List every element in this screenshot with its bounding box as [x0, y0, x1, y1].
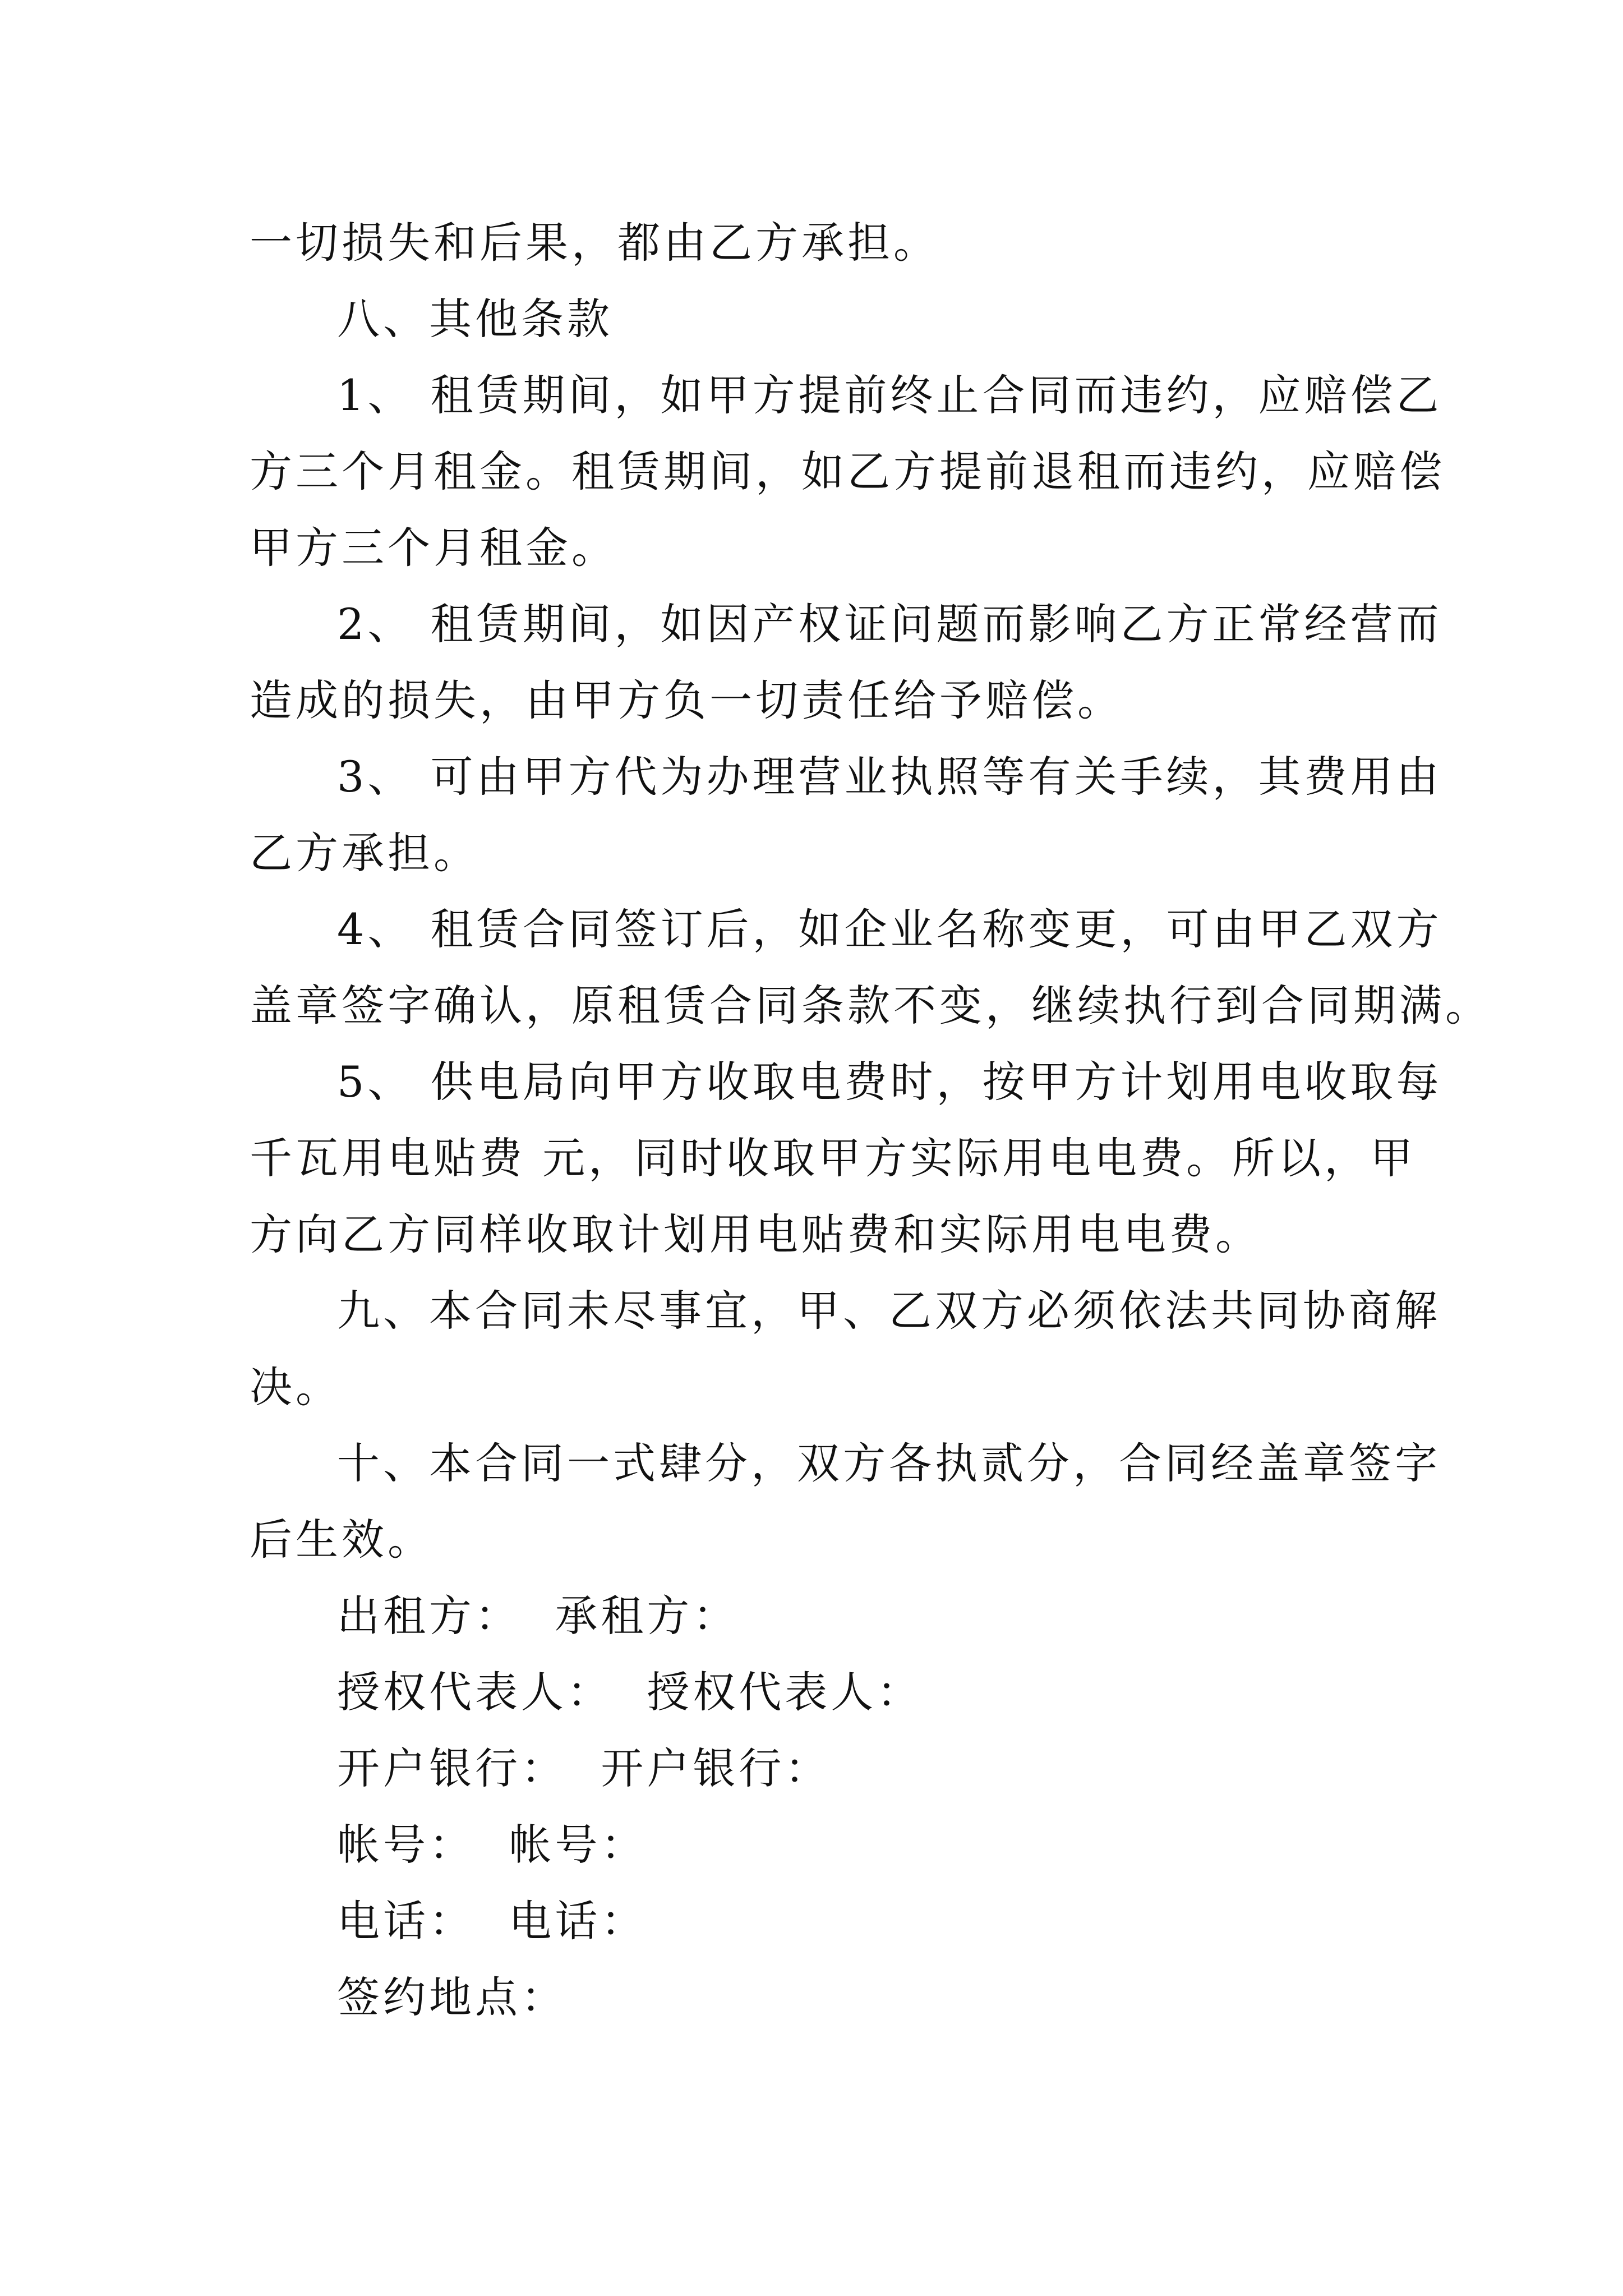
signature-bank-line: [250, 1731, 1388, 1807]
bank-label: 开户银行：: [337, 1743, 567, 1793]
clause-5-line: 5、 供电局向甲方收取电费时，按甲方计划用电收取每: [337, 1057, 1442, 1107]
clause-1-line: 甲方三个月租金。: [250, 523, 617, 573]
lessor-label: 出租方：: [337, 1591, 521, 1641]
section-ten-line: 后生效。: [250, 1515, 434, 1565]
section-nine-line: 九、本合同未尽事宜，甲、乙双方必须依法共同协商解: [337, 1286, 1441, 1336]
representative-label: 授权代表人：: [647, 1667, 923, 1717]
clause-4-line: 4、 租赁合同签订后，如企业名称变更，可由甲乙双方: [337, 904, 1442, 954]
phone-label: 电话：: [509, 1896, 647, 1946]
section-ten-line: 十、本合同一式肆分，双方各执贰分，合同经盖章签字: [337, 1438, 1441, 1488]
bank-label: 开户银行：: [601, 1743, 831, 1793]
clause-1-line: 1、 租赁期间，如甲方提前终止合同而违约，应赔偿乙: [337, 370, 1442, 420]
clause-2-line: 造成的损失，由甲方负一切责任给予赔偿。: [250, 675, 1123, 725]
signature-account-line: [250, 1807, 1388, 1883]
signature-block: [250, 1578, 1388, 2036]
clause-4-line: 盖章签字确认，原租赁合同条款不变，继续执行到合同期满。: [250, 981, 1491, 1030]
clause-3-line: 3、 可由甲方代为办理营业执照等有关手续，其费用由: [337, 752, 1442, 802]
document-body: [250, 205, 1491, 2036]
phone-label: 电话：: [337, 1896, 475, 1946]
clause-5-line: 千瓦用电贴费 元，同时收取甲方实际用电电费。所以，甲: [250, 1133, 1417, 1183]
signature-phone-line: [250, 1883, 1388, 1959]
clause-1-line: 方三个月租金。租赁期间，如乙方提前退租而违约，应赔偿: [250, 447, 1445, 496]
lessee-label: 承租方：: [555, 1591, 739, 1641]
signature-party-line: [250, 1578, 1388, 1654]
section-heading-other-terms: 八、其他条款: [337, 294, 613, 344]
section-nine-line: 决。: [250, 1362, 342, 1412]
signing-place-label: 签约地点：: [337, 1972, 567, 2022]
account-label: 帐号：: [509, 1820, 647, 1870]
representative-label: 授权代表人：: [337, 1667, 613, 1717]
account-label: 帐号：: [337, 1820, 475, 1870]
paragraph-line: 一切损失和后果，都由乙方承担。: [250, 218, 939, 268]
clause-5-line: 方向乙方同样收取计划用电贴费和实际用电电费。: [250, 1209, 1261, 1259]
clause-3-line: 乙方承担。: [250, 828, 479, 878]
signature-representative-line: [250, 1654, 1388, 1731]
signature-place-line: [250, 1959, 1388, 2036]
clause-2-line: 2、 租赁期间，如因产权证问题而影响乙方正常经营而: [337, 599, 1442, 649]
